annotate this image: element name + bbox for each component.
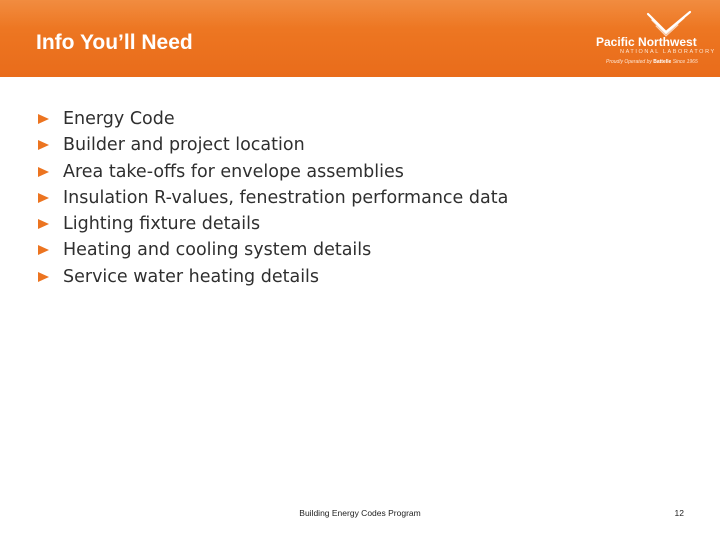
bullet-text: Builder and project location bbox=[63, 135, 305, 156]
bullet-item bbox=[36, 237, 508, 263]
page-number: 12 bbox=[674, 508, 684, 518]
logo-name: Pacific Northwest bbox=[596, 35, 697, 49]
bullet-item bbox=[36, 106, 508, 132]
bullet-triangle-icon bbox=[38, 245, 49, 255]
bullet-triangle-icon bbox=[38, 167, 49, 177]
bullet-item bbox=[36, 185, 508, 211]
bullet-item bbox=[36, 132, 508, 158]
bullet-text: Area take-offs for envelope assemblies bbox=[63, 161, 404, 182]
logo-tagline-prefix: Proudly Operated by bbox=[606, 59, 654, 65]
bullet-text: Service water heating details bbox=[63, 266, 320, 287]
logo-tagline-suffix: Since 1965 bbox=[671, 59, 698, 65]
logo-tagline bbox=[606, 59, 698, 66]
bullet-triangle-icon bbox=[38, 114, 49, 124]
header-bar bbox=[0, 0, 720, 77]
bullet-item bbox=[36, 211, 508, 237]
slide-title: Info You’ll Need bbox=[36, 31, 193, 54]
bullet-text: Lighting fixture details bbox=[63, 214, 261, 235]
bullet-triangle-icon bbox=[38, 193, 49, 203]
logo-subtitle: NATIONAL LABORATORY bbox=[620, 49, 716, 55]
bullet-item bbox=[36, 264, 508, 290]
bullet-list bbox=[36, 106, 508, 290]
bullet-triangle-icon bbox=[38, 219, 49, 229]
bullet-text: Energy Code bbox=[63, 109, 175, 129]
logo-tagline-brand: Battelle bbox=[653, 59, 672, 65]
footer-program-name: Building Energy Codes Program bbox=[299, 508, 421, 518]
bullet-text: Heating and cooling system details bbox=[63, 240, 372, 261]
bullet-triangle-icon bbox=[38, 272, 49, 282]
bullet-item bbox=[36, 159, 508, 185]
bullet-text: Insulation R-values, fenestration performance data bbox=[63, 187, 509, 208]
bullet-triangle-icon bbox=[38, 140, 49, 150]
pnnl-logo bbox=[590, 10, 714, 70]
